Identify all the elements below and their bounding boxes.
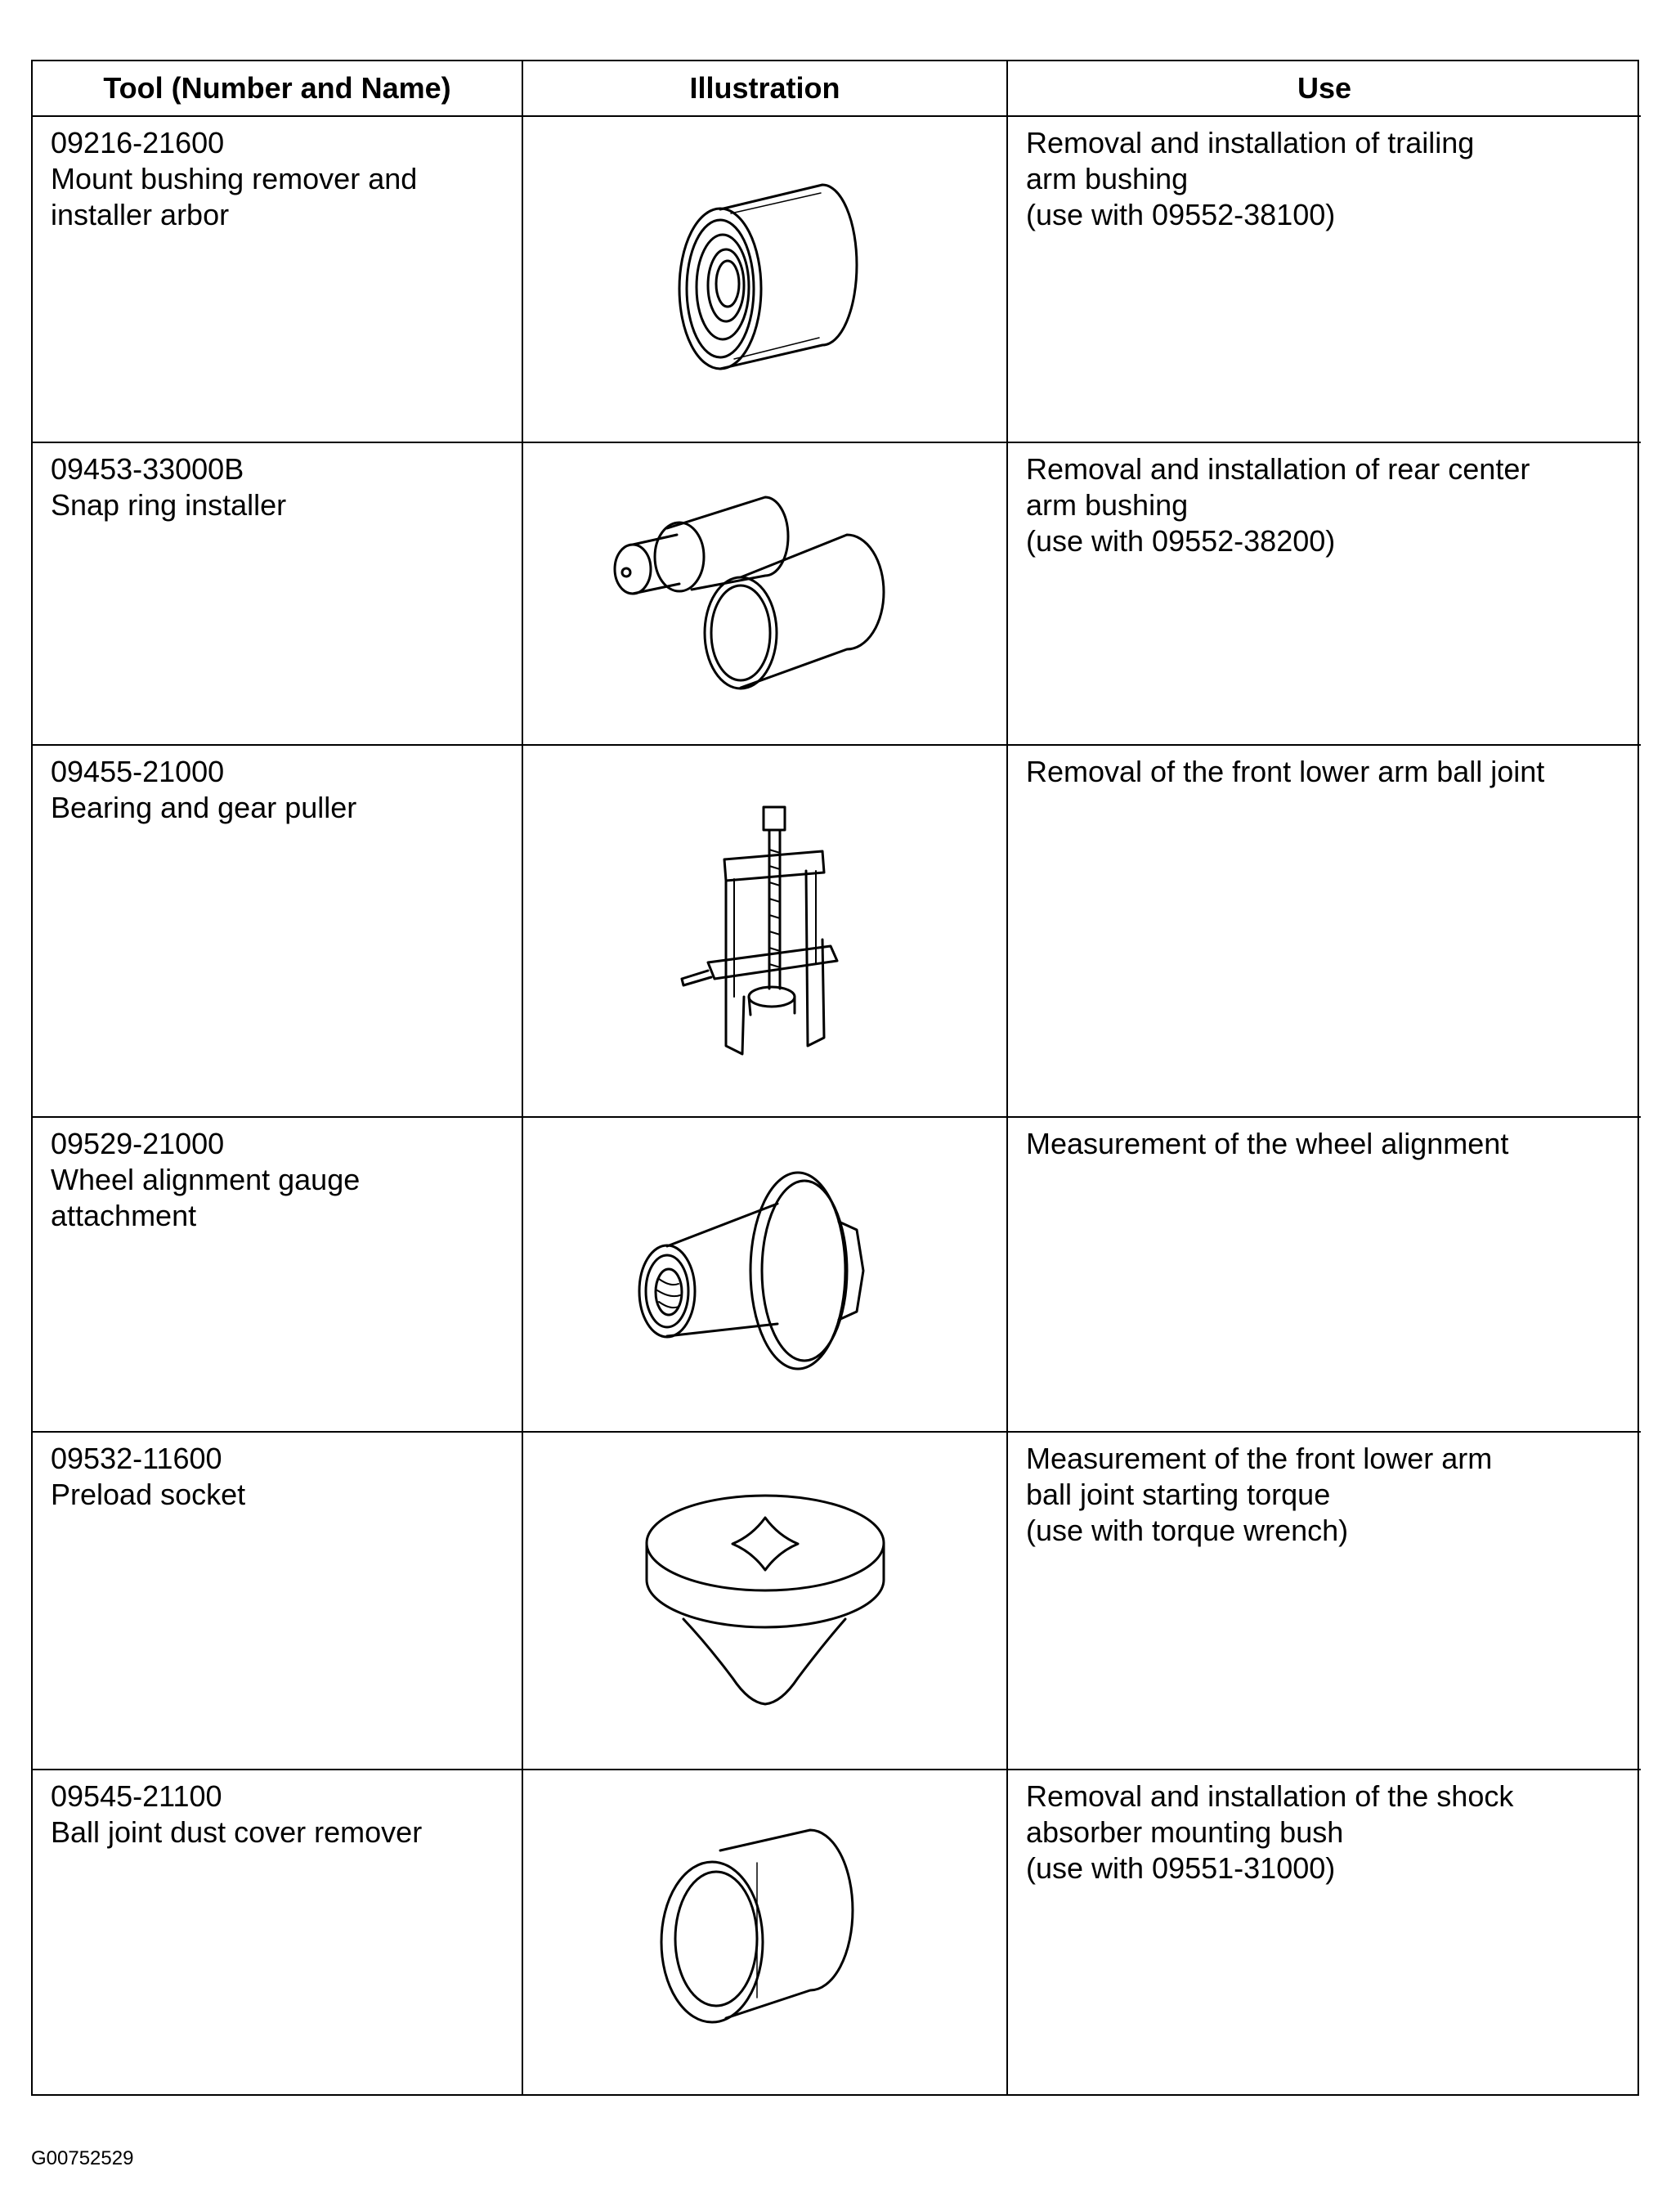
use-text: arm bushing [1026, 162, 1189, 195]
tool-number: 09545-21100 [51, 1779, 222, 1813]
gear-puller-icon [675, 801, 855, 1062]
use-text: Removal of the front lower arm ball joint [1026, 755, 1545, 789]
table-row [33, 1117, 1641, 1432]
use-text: (use with 09552-38100) [1026, 198, 1336, 231]
illustration-cell [522, 745, 1007, 1117]
use-text: (use with 09552-38200) [1026, 523, 1336, 558]
special-tools-table [31, 60, 1639, 2096]
bushing-arbor-icon [643, 164, 888, 393]
tool-cell [33, 442, 522, 745]
use-text: absorber mounting bush [1026, 1814, 1344, 1849]
use-text: Removal and installation of rear center [1026, 451, 1530, 486]
use-text: Measurement of the wheel alignment [1026, 1127, 1509, 1161]
use-cell [1007, 442, 1641, 745]
header-use: Use [1007, 61, 1641, 116]
tool-name: attachment [51, 1199, 197, 1233]
table-row [33, 442, 1641, 745]
use-cell [1007, 745, 1641, 1117]
header-row [33, 61, 1641, 116]
use-text: Measurement of the front lower arm [1026, 1441, 1493, 1475]
table-row [33, 745, 1641, 1117]
tool-name: installer arbor [51, 198, 230, 231]
use-text: (use with 09551-31000) [1026, 1850, 1336, 1885]
tool-number: 09529-21000 [51, 1127, 225, 1161]
tool-cell [33, 1432, 522, 1770]
table-row [33, 1770, 1641, 2094]
use-text: Removal and installation of the shock [1026, 1779, 1514, 1813]
illustration-cell [522, 442, 1007, 745]
use-cell [1007, 1770, 1641, 2094]
illustration-cell [522, 1432, 1007, 1770]
table-row [33, 1432, 1641, 1770]
use-text: arm bushing [1026, 487, 1189, 522]
tool-cell [33, 116, 522, 442]
preload-socket-icon [634, 1482, 896, 1719]
tool-number: 09455-21000 [51, 755, 225, 789]
snap-ring-installer-icon [602, 487, 929, 700]
figure-id: G00752529 [31, 2147, 134, 2169]
tool-cell [33, 1770, 522, 2094]
use-cell [1007, 1117, 1641, 1432]
use-cell [1007, 116, 1641, 442]
illustration-cell [522, 116, 1007, 442]
tool-cell [33, 1117, 522, 1432]
tool-number: 09532-11600 [51, 1441, 222, 1475]
tool-number: 09453-33000B [51, 451, 244, 486]
use-text: (use with torque wrench) [1026, 1513, 1349, 1547]
use-text: Removal and installation of trailing [1026, 126, 1475, 159]
table-row [33, 116, 1641, 442]
use-cell [1007, 1432, 1641, 1770]
header-illustration: Illustration [522, 61, 1007, 116]
dust-cover-remover-icon [634, 1818, 896, 2047]
tool-name: Mount bushing remover and [51, 162, 418, 195]
illustration-cell [522, 1770, 1007, 2094]
tool-name: Wheel alignment gauge [51, 1163, 361, 1197]
tool-name: Bearing and gear puller [51, 791, 357, 825]
tool-name: Snap ring installer [51, 487, 287, 522]
tool-name: Ball joint dust cover remover [51, 1814, 423, 1849]
alignment-attachment-icon [634, 1164, 896, 1385]
tool-cell [33, 745, 522, 1117]
use-text: ball joint starting torque [1026, 1477, 1331, 1511]
illustration-cell [522, 1117, 1007, 1432]
header-tool: Tool (Number and Name) [33, 61, 522, 116]
tool-number: 09216-21600 [51, 126, 225, 159]
tool-name: Preload socket [51, 1477, 246, 1511]
